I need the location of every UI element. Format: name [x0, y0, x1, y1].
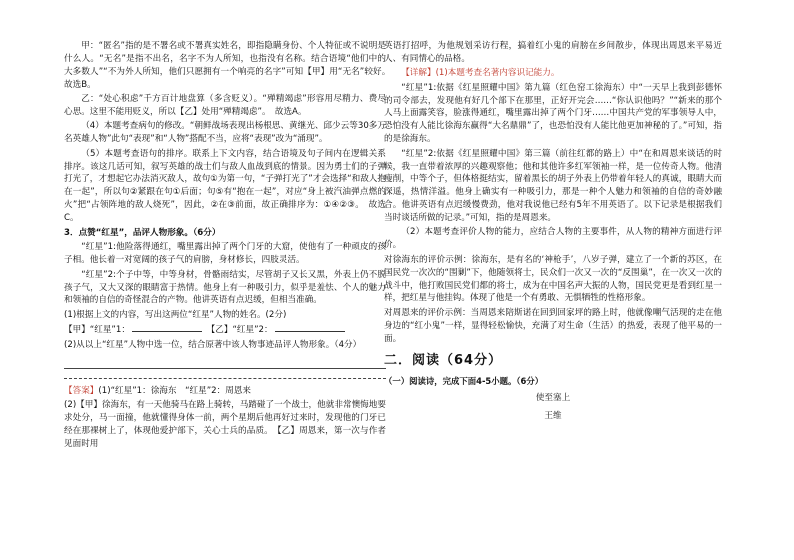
poem-author: 王维	[544, 411, 562, 422]
right-paragraph-1: 英语打招呼，为他规划采访行程，搞着红小鬼的肩膀在乡间散步，体现出周恩来平易近人、有同情心的品格。	[384, 41, 722, 64]
answer-paragraph-5: （5）本题考查语句的排序。联系上下文内容，结合语境及句子间内在逻辑关系排序。该这几话可知，叙写英雄的战士们与敌人血战到底的情景。因为勇士们的子弹打光了，才想起它办法消灭敌人，故句①为第一句，“子弹打光了”才会选择“和敌人抱在一起”，所以句②紧跟在句①后面；句⑤有“抱在一起”，对应“身上被汽油弹点燃的火”把“占领阵地的敌人烧死”，因此，②在③前面，故正确排序为：①④②③。 故选C。	[64, 148, 386, 224]
answer-block-1	[64, 385, 386, 398]
yi-label: 【乙】“红星”2：	[206, 325, 273, 336]
right-column	[384, 40, 722, 423]
section-title-reading: 二．阅读（64分）	[384, 353, 503, 369]
evaluation-zhou-enlai: 对周恩来的评价示例：当周恩来陪斯诺在回到回家坪的路上时，他就像嘲气活现的走在他身边的“红小鬼”一样，显得轻松愉快，充满了对生命（生活）的热爱，表现了他平易的一面。	[384, 307, 722, 344]
explanation-heading: 【详解】(1)本题考查名著内容识记能力。	[401, 68, 560, 79]
answer-label: 【答案】	[64, 385, 99, 396]
jia-label: 【甲】“红星”1：	[64, 325, 130, 336]
poem-title: 使至塞上	[535, 392, 571, 403]
answer-paragraph-yi: 乙：“处心积虑”千方百计地盘算（多含贬义）。“殚精竭虑”形容用尽精力、费尽心思。这里不能用贬义，所以【乙】处用“殚精竭虑”。 故选A。	[64, 94, 386, 117]
left-column	[64, 40, 395, 452]
answer-line-2[interactable]	[64, 369, 386, 379]
answer-paragraph-jia: 甲：“匿名”指的是不署名或不署真实姓名，即指隐瞒身份、个人特征或不说明是什么人。“无名”是指不出名，名字不为人所知，也指没有名称。结合语境“他们中的大多数人”“不为外人所知，他们只愿拥有一个响亮的名字”可知【甲】用“无名”较好。 故选B。	[64, 41, 395, 90]
evaluation-xu-haidong: 对徐海东的评价示例：徐海东，是有名的‘神枪手’，八岁子弹，建立了一个新的苏区，在国民党一次次的“围剿”下，他随领将士，民众们一次又一次的“反围巢”，在一次又一次的战斗中，他打败国民党们都的将士，成为在中国名声大振的人物，国民党更是看到红星一样，把红星与他挂钩。体现了他是一个有勇敢、无惧牺牲的性格形象。	[384, 254, 722, 304]
question-3-title: 3．点赞“红星”，品评人物形象。（6分）	[64, 227, 221, 238]
jia-blank[interactable]	[132, 323, 202, 332]
red-star-1-description: “红星”1:他险落得通红，嘴里露出掉了两个门牙的大窟，使他有了一种顽皮的孩子相。他长着一对宽阔的孩子气的肩膀，身材修长，四肢灵活。	[64, 242, 386, 266]
yi-blank[interactable]	[275, 323, 345, 332]
red-star-2-description: “红星”2:个子中等，中等身材，骨骼雨结实，尽管胡子又长又黑，外表上仍不脱孩子气，又大又深的眼睛富于热情。他身上有一种吸引力，似乎是羞怯、个人的魅力和领袖的自信的奇怪混合的产物。他讲英语有点迟缓，但相当准确。	[64, 269, 386, 306]
answer-text-1: (1)“红星”1：徐海东 “红星”2：周恩来	[98, 385, 252, 396]
answer-line-1[interactable]	[64, 353, 386, 369]
sub-question-2: (2)从以上“红星”人物中选一位，结合原著中该人物事迹品评人物形象。（4分）	[64, 339, 362, 350]
answer-text-2: (2)【甲】徐海东，有一天他骑马在路上骑转，马踏碰了一个战士，他就非常懊悔地要求处分，马一面撞，他就懂得身体一前，两个星期后他再好过来时，发现他的门牙已经在那裸树上了，体现他爱护部下，关心士兵的品质。 【乙】周恩来，第一次与作者见面时用	[64, 400, 386, 450]
explanation-part-2: （2）本题考查评价人物的能力，应结合人物的主要事件，从人物的精神方面进行评价。	[384, 227, 722, 251]
sub-question-1: (1)根据上文的内容，写出这两位“红星”人物的姓名。(2分)	[64, 309, 287, 320]
subsection-title-poem: （一）阅读诗，完成下面4-5小题。（6分）	[384, 375, 544, 386]
explanation-red-star-2: “红星”2:依据《红星照耀中国》第三篇（前往红都的路上）中“在和周恩来谈话的时候，我一直带着浓厚的兴趣观察他；他和其他许多红军领袖一样，是一位传奇人物。他清瘦削，中等个子，但体格挺结实，留着黑长的胡子外表上仍带着年轻人的真诚，眼睛大而深遥，热情洋溢。他身上确实有一种吸引力，那是一种个人魅力和领袖的自信的奇妙融合。他讲英语有点迟缓慢费劲，他对我说他已经有5年不用英语了。以下记录是根据我们当时谈话所做的记录。”可知，指的是周恩来。	[384, 148, 722, 224]
fill-in-line	[64, 323, 386, 337]
explanation-red-star-1: “红星”1:依据《红星照耀中国》第九篇（红色窑工徐海东）中“一天早上我到彭德怀的司令部去，发现他有好几个部下在那里，正好开完会……“你认识他吗？”“新来的那个人马上面露笑容，脸涨得通红，嘴里露出掉了两个门牙……中国共产党的军事领导人中，恐怕没有人能比徐海东赢得“大名鼎鼎”了，也恐怕没有人能比他更加神秘的了。”可知，指的是徐海东。	[384, 82, 722, 145]
answer-paragraph-4: （4）本题考查病句的修改。“朝鲜战场表现出杨根思、黄继光、邱少云等30多万名英雄人物”此句“表现”和“人物”搭配不当，应将“表现”改为“涌现”。	[64, 121, 386, 145]
